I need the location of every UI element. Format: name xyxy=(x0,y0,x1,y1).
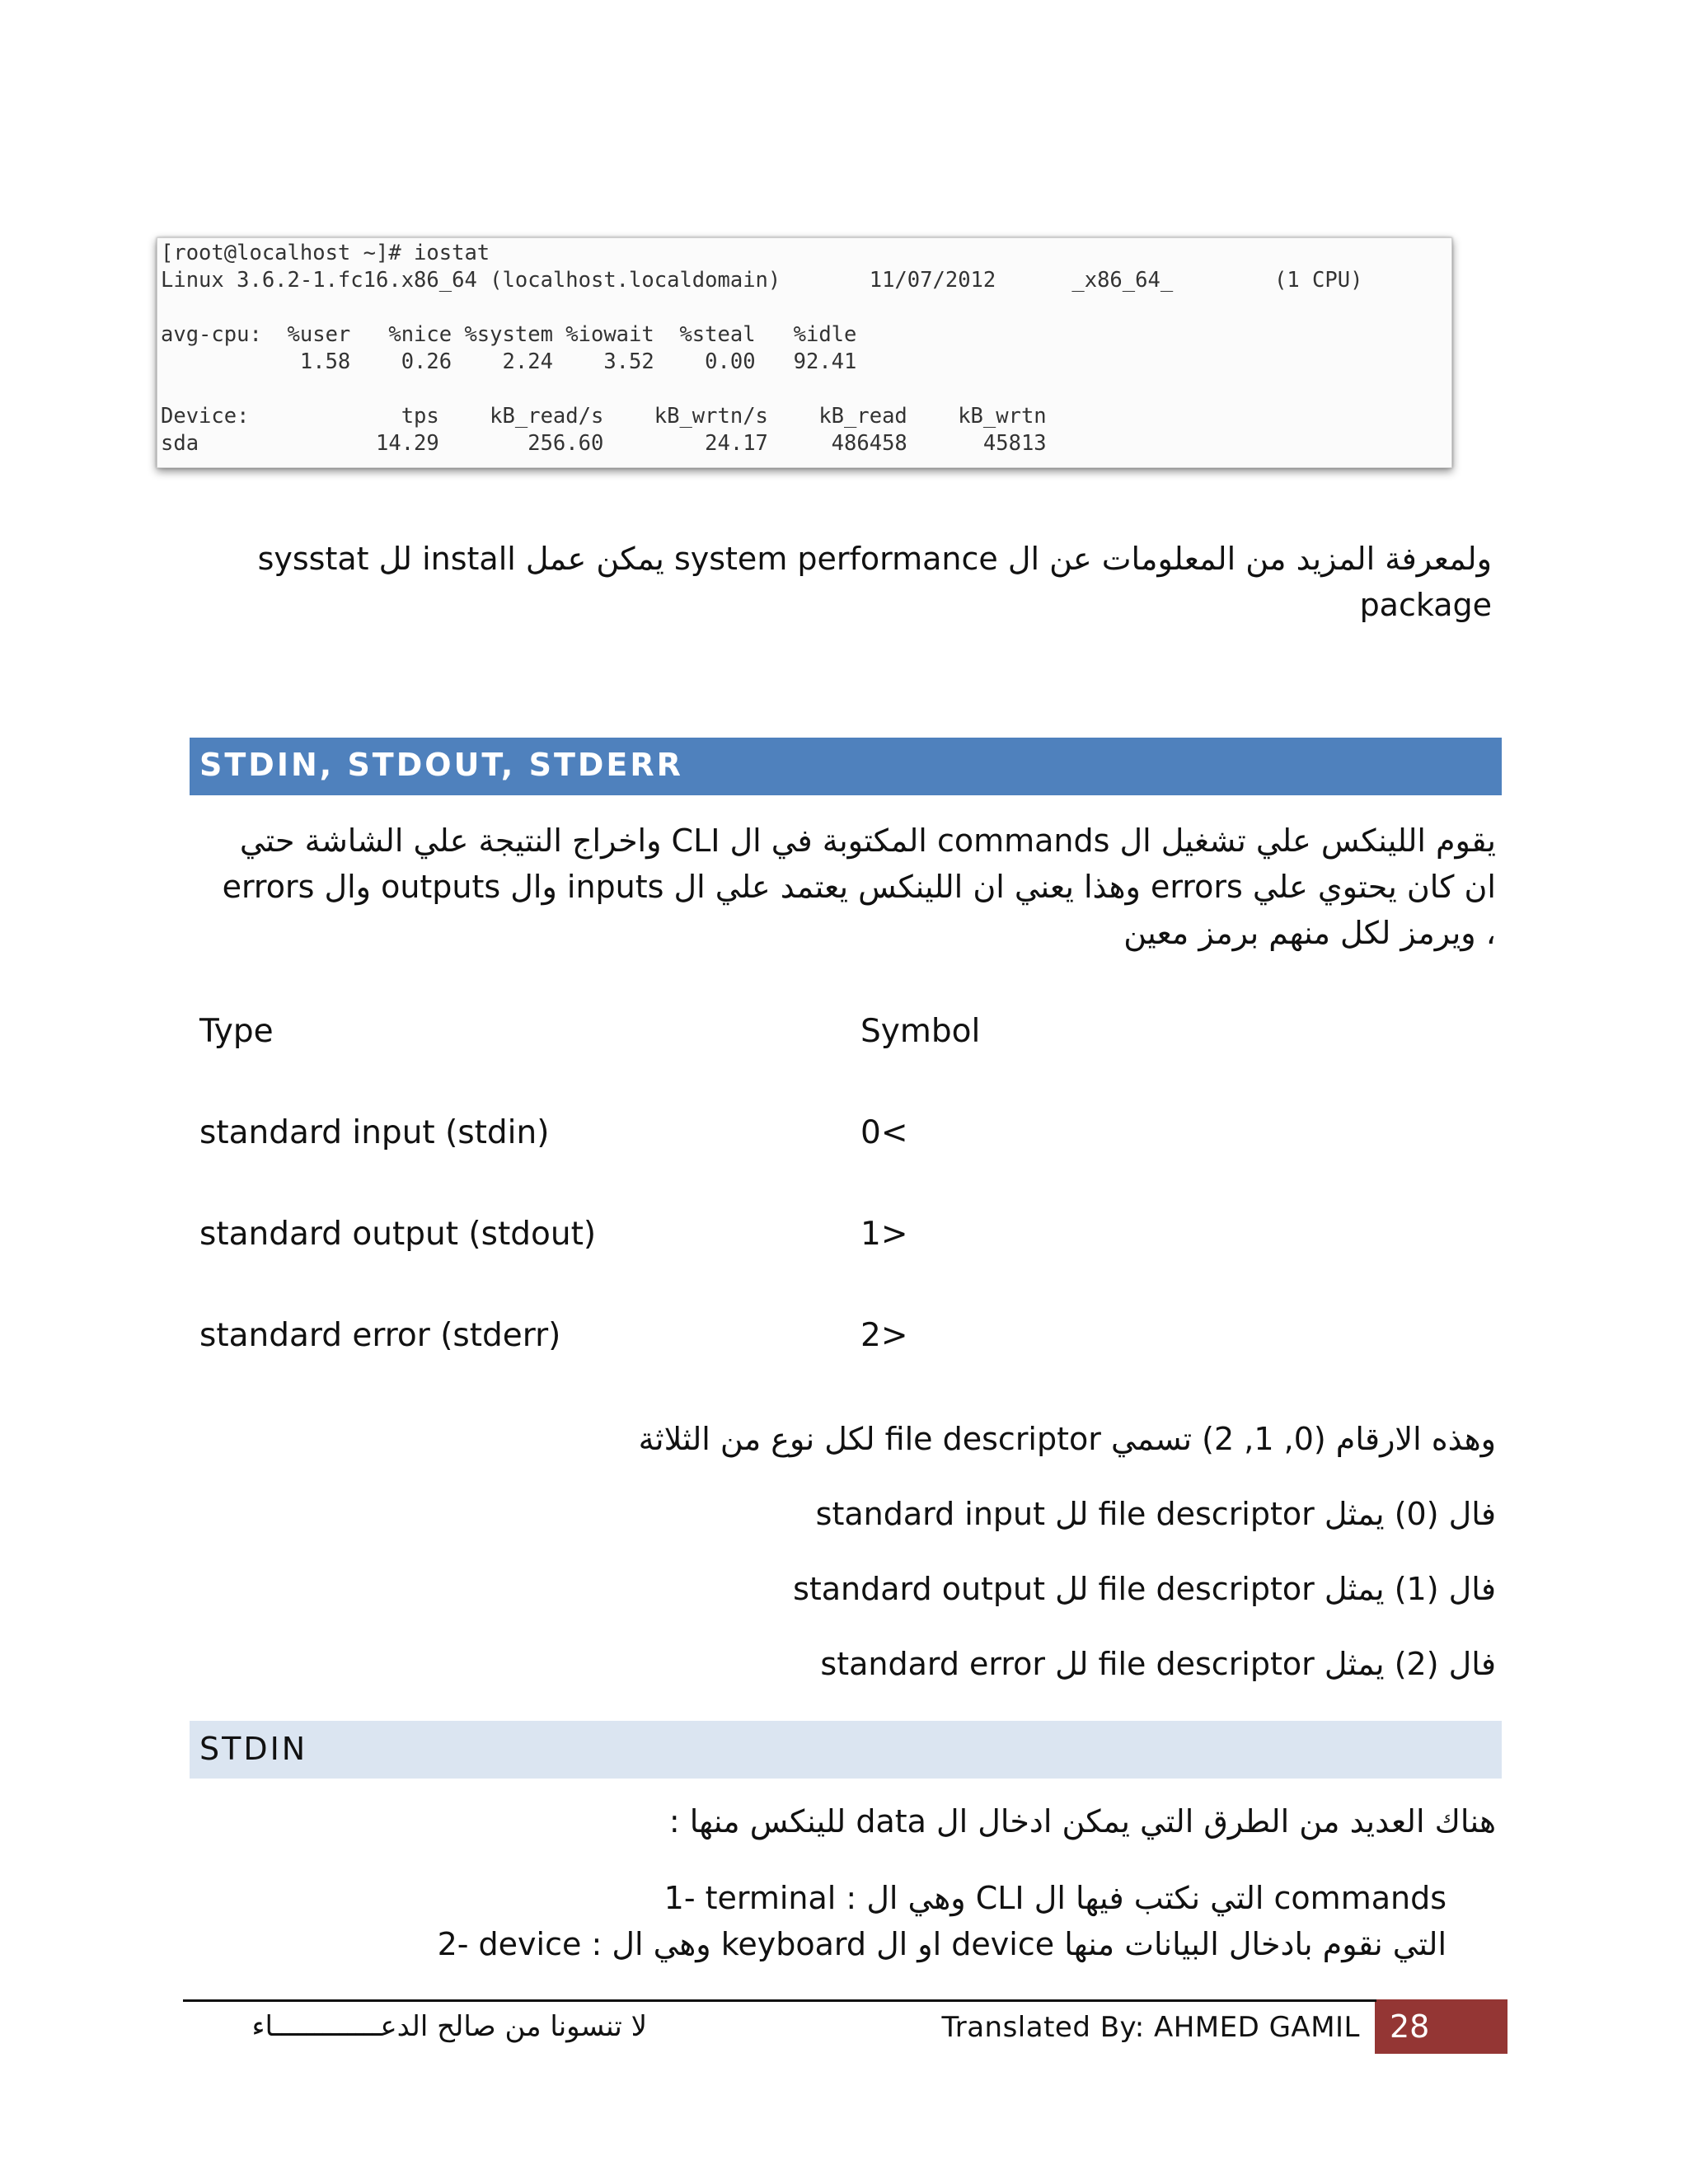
footer-divider xyxy=(183,1999,1507,2002)
terminal-line: Linux 3.6.2-1.fc16.x86_64 (localhost.localdomain) 11/07/2012 _x86_64_ (1 CPU) xyxy=(161,268,1363,293)
section-heading-text: STDIN, STDOUT, STDERR xyxy=(199,747,683,783)
terminal-line xyxy=(161,294,1448,321)
symbol-table xyxy=(199,1012,1271,1375)
fd-line: فال (1) يمثل file descriptor لل standard output xyxy=(793,1571,1496,1607)
table-cell-type: standard input (stdin) xyxy=(199,1114,550,1151)
fd-line: فال (0) يمثل file descriptor لل standard input xyxy=(815,1496,1496,1532)
terminal-line: sda 14.29 256.60 24.17 486458 45813 xyxy=(161,431,1047,456)
section-heading-text: STDIN xyxy=(199,1731,308,1767)
page-number-box xyxy=(1375,2002,1507,2054)
terminal-line xyxy=(161,376,1448,403)
section-heading-stdio xyxy=(190,738,1502,795)
table-cell-symbol: 0< xyxy=(860,1114,908,1151)
section-heading-stdin xyxy=(190,1721,1502,1779)
fd-line: فال (2) يمثل file descriptor لل standard error xyxy=(820,1646,1496,1682)
terminal-line: [root@localhost ~]# iostat xyxy=(161,241,490,265)
table-cell-symbol: 1> xyxy=(860,1216,908,1253)
table-header-symbol: Symbol xyxy=(860,1013,981,1050)
terminal-line: Device: tps kB_read/s kB_wrtn/s kB_read kB_wrtn xyxy=(161,404,1047,429)
page-number: 28 xyxy=(1390,2008,1430,2045)
sysstat-paragraph: ولمعرفة المزيد من المعلومات عن ال system performance يمكن عمل install لل sysstat package xyxy=(257,541,1492,623)
footer-prayer-text: لا تنسونا من صالح الدعـــــــــــــاء xyxy=(251,2010,647,2043)
file-descriptor-lines xyxy=(495,1418,1496,1718)
stdin-methods-list xyxy=(247,1875,1447,1967)
footer-credit: Translated By: AHMED GAMIL xyxy=(941,2011,1360,2044)
stdio-paragraph: يقوم اللينكس علي تشغيل ال commands المكتوبة في ال CLI واخراج النتيجة علي الشاشة حتي ان كان يحتوي علي errors وهذا يعني ان اللينكس يعتمد علي ال inputs وال outputs وال errors ، ويرمز لكل منهم برمز معين xyxy=(222,823,1496,951)
fd-line: وهذه الارقام (0, 1, 2) تسمي file descriptor لكل نوع من الثلاثة xyxy=(638,1421,1496,1457)
table-cell-symbol: 2> xyxy=(860,1317,908,1354)
table-header-type: Type xyxy=(199,1013,274,1050)
list-item: 1- terminal : وهي ال CLI التي نكتب فيها ال commands xyxy=(663,1880,1447,1916)
stdin-intro: هناك العديد من الطرق التي يمكن ادخال ال data للينكس منها : xyxy=(668,1803,1496,1840)
terminal-screenshot xyxy=(157,237,1452,468)
terminal-line: 1.58 0.26 2.24 3.52 0.00 92.41 xyxy=(161,349,857,374)
list-item: 2- device : وهي ال keyboard او ال device التي نقوم بادخال البيانات منها xyxy=(437,1926,1447,1962)
terminal-output xyxy=(157,238,1451,459)
table-cell-type: standard output (stdout) xyxy=(199,1216,597,1253)
table-cell-type: standard error (stderr) xyxy=(199,1317,561,1354)
terminal-line: avg-cpu: %user %nice %system %iowait %steal %idle xyxy=(161,322,857,347)
